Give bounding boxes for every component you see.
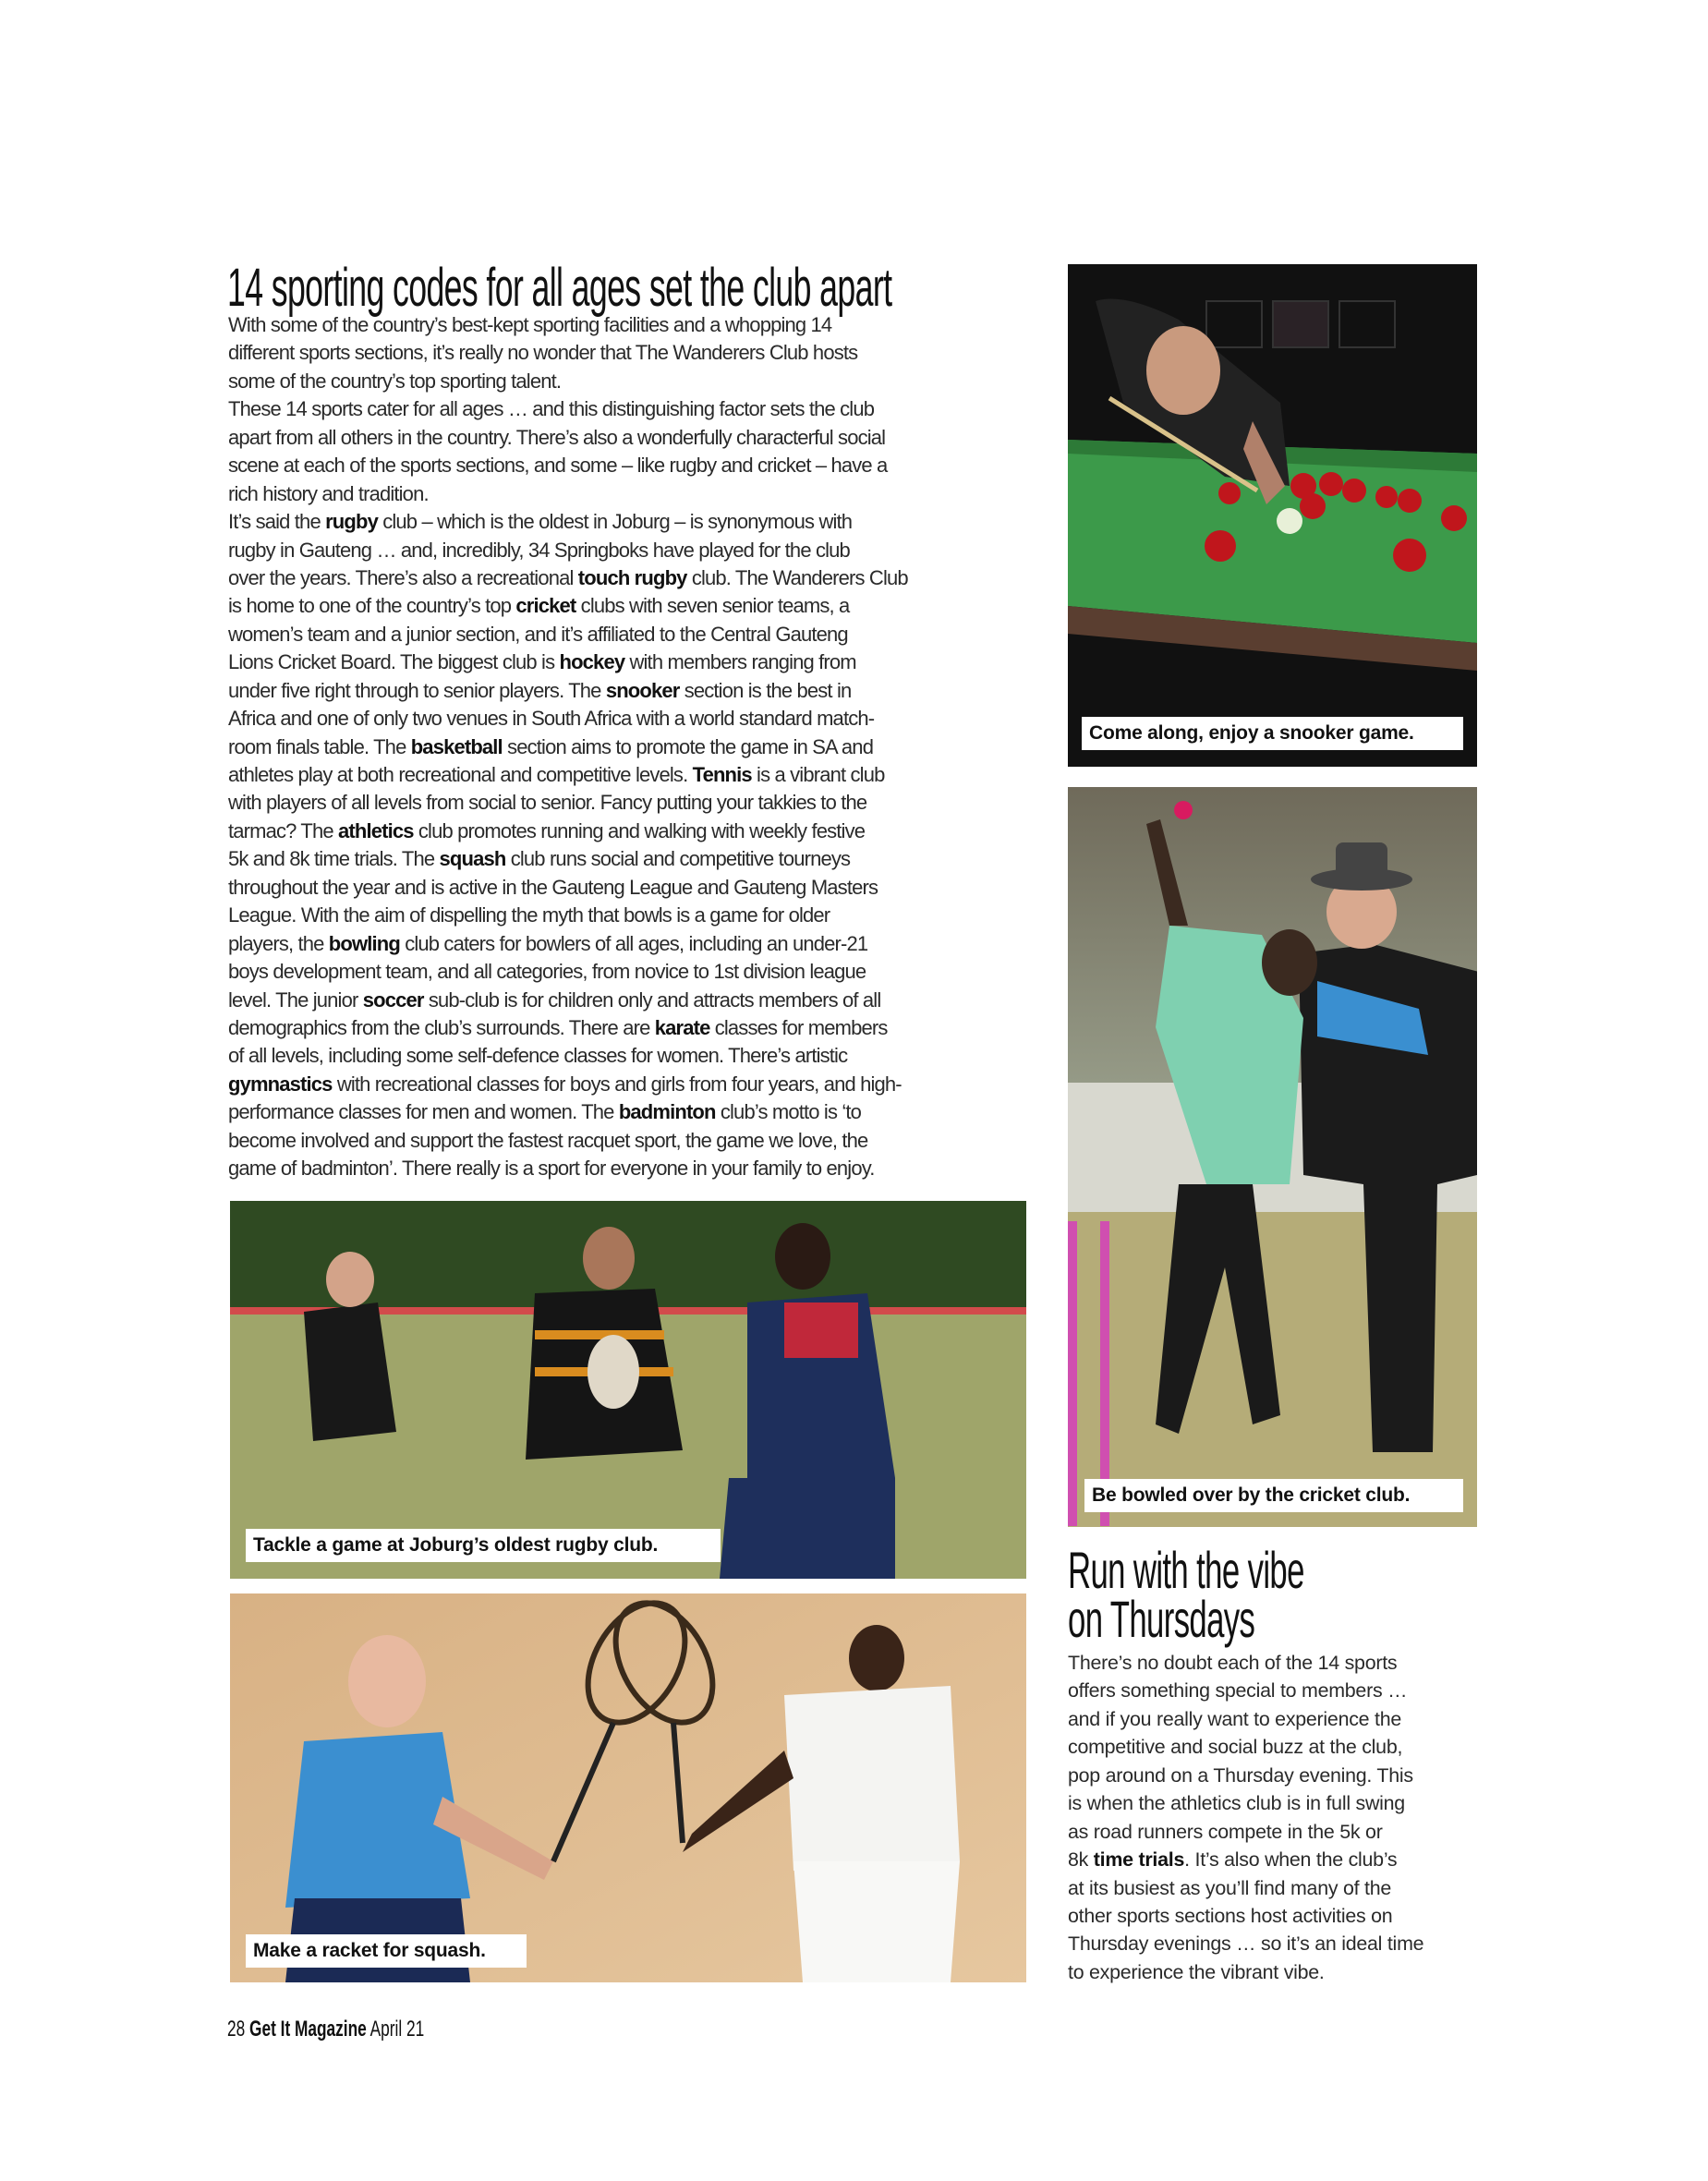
text-line (228, 1127, 1060, 1155)
sidebar-title-line-2: on Thursdays (1068, 1590, 1255, 1648)
magazine-name: Get It Magazine (249, 2017, 367, 2042)
text-run: competitive and social buzz at the club, (1068, 1736, 1403, 1759)
text-run: to experience the vibrant vibe. (1068, 1960, 1325, 1983)
rugby-photo (230, 1201, 1026, 1579)
text-run: sub-club is for children only and attracts members of all (423, 988, 881, 1012)
text-line (228, 987, 1060, 1014)
text-run: become involved and support the fastest racquet sport, the game we love, the (228, 1128, 868, 1152)
text-run: as road runners compete in the 5k or (1068, 1820, 1383, 1843)
bold-keyword: basketball (410, 734, 503, 758)
page-footer (227, 2017, 424, 2042)
article-title: 14 sporting codes for all ages set the club apart (227, 258, 892, 318)
cricket-caption: Be bowled over by the cricket club. (1084, 1479, 1463, 1512)
text-line (228, 564, 1060, 592)
text-run: There’s no doubt each of the 14 sports (1068, 1652, 1398, 1674)
text-line (1068, 1789, 1502, 1817)
text-run: clubs with seven senior teams, a (575, 594, 850, 618)
snooker-caption: Come along, enjoy a snooker game. (1082, 717, 1463, 750)
text-run: Africa and one of only two venues in South Africa with a world standard match- (228, 707, 875, 731)
snooker-photo (1068, 264, 1477, 767)
bold-keyword: karate (654, 1015, 710, 1039)
text-run: players, the (228, 931, 329, 955)
issue-date: April 21 (369, 2017, 425, 2042)
text-run: under five right through to senior players. The (228, 678, 606, 702)
text-run: rugby in Gauteng … and, incredibly, 34 Springboks have played for the club (228, 538, 850, 562)
text-line (228, 930, 1060, 958)
text-line (228, 311, 1060, 339)
text-line (1068, 1677, 1502, 1704)
bold-keyword: squash (439, 847, 506, 871)
text-run: is home to one of the country’s top (228, 594, 516, 618)
article-body (228, 311, 1060, 1183)
text-line (228, 1014, 1060, 1042)
text-line (228, 480, 1060, 508)
bold-keyword: gymnastics (228, 1072, 333, 1096)
text-line (1068, 1846, 1502, 1873)
text-run: throughout the year and is active in the Gauteng League and Gauteng Masters (228, 875, 878, 899)
text-line (228, 1042, 1060, 1070)
text-run: room finals table. The (228, 734, 411, 758)
text-run: pop around on a Thursday evening. This (1068, 1763, 1413, 1787)
squash-photo (230, 1593, 1026, 1982)
text-run: Thursday evenings … so it’s an ideal time (1068, 1933, 1424, 1956)
text-line (228, 733, 1060, 761)
text-run: section aims to promote the game in SA and (502, 734, 874, 758)
text-run: with recreational classes for boys and girls from four years, and high- (332, 1072, 902, 1096)
text-run: different sports sections, it’s really no wonder that The Wanderers Club hosts (228, 341, 858, 365)
sidebar-title (1068, 1541, 1304, 1648)
text-line (228, 705, 1060, 733)
text-run: tarmac? The (228, 818, 339, 842)
text-run: . It’s also when the club’s (1184, 1848, 1398, 1872)
text-run: club’s motto is ‘to (715, 1100, 862, 1124)
text-line (228, 395, 1060, 423)
text-run: With some of the country’s best-kept sporting facilities and a whopping 14 (228, 313, 832, 336)
bold-keyword: time trials (1093, 1848, 1185, 1872)
text-run: athletes play at both recreational and competitive levels. (228, 763, 693, 786)
text-line (228, 958, 1060, 986)
text-run: 5k and 8k time trials. The (228, 847, 440, 871)
text-line (1068, 1705, 1502, 1733)
text-line (1068, 1902, 1502, 1930)
text-line (228, 648, 1060, 676)
sidebar-body (1068, 1649, 1502, 1986)
text-line (1068, 1818, 1502, 1846)
text-run: section is the best in (679, 678, 852, 702)
text-run: with members ranging from (624, 650, 856, 674)
text-line (1068, 1930, 1502, 1957)
text-run: It’s said the (228, 510, 326, 534)
text-line (228, 818, 1060, 845)
text-line (228, 339, 1060, 367)
text-line (228, 508, 1060, 536)
text-line (1068, 1958, 1502, 1986)
text-line (228, 902, 1060, 929)
text-line (228, 761, 1060, 789)
text-run: game of badminton’. There really is a sport for everyone in your family to enjoy. (228, 1157, 875, 1181)
text-run: scene at each of the sports sections, and some – like rugby and cricket – have a (228, 454, 888, 478)
text-run: performance classes for men and women. The (228, 1100, 619, 1124)
text-run: offers something special to members … (1068, 1679, 1408, 1702)
text-run: club runs social and competitive tourneys (505, 847, 851, 871)
text-run: over the years. There’s also a recreational (228, 565, 578, 589)
text-line (228, 1098, 1060, 1126)
text-line (228, 537, 1060, 564)
text-line (228, 592, 1060, 620)
text-run: club promotes running and walking with weekly festive (413, 818, 866, 842)
text-run: 8k (1068, 1848, 1094, 1872)
text-run: apart from all others in the country. There’s also a wonderfully characterful social (228, 425, 886, 449)
text-line (228, 874, 1060, 902)
bold-keyword: soccer (362, 988, 424, 1012)
bold-keyword: rugby (325, 510, 378, 534)
rugby-caption: Tackle a game at Joburg’s oldest rugby club. (246, 1529, 721, 1562)
bold-keyword: athletics (338, 818, 414, 842)
text-run: demographics from the club’s surrounds. There are (228, 1015, 655, 1039)
text-run: These 14 sports cater for all ages … and this distinguishing factor sets the club (228, 397, 875, 421)
text-run: Lions Cricket Board. The biggest club is (228, 650, 560, 674)
text-run: of all levels, including some self-defence classes for women. There’s artistic (228, 1044, 848, 1068)
bold-keyword: touch rugby (577, 565, 687, 589)
text-run: is a vibrant club (751, 763, 885, 786)
sidebar-title-line-1: Run with the vibe (1068, 1541, 1304, 1599)
text-run: club. The Wanderers Club (686, 565, 908, 589)
text-line (1068, 1649, 1502, 1677)
bold-keyword: cricket (515, 594, 576, 618)
text-run: at its busiest as you’ll find many of the (1068, 1876, 1392, 1899)
text-run: classes for members (709, 1015, 888, 1039)
text-line (228, 424, 1060, 452)
text-run: women’s team and a junior section, and it’s affiliated to the Central Gauteng (228, 622, 848, 646)
text-line (228, 621, 1060, 648)
text-line (228, 677, 1060, 705)
text-run: some of the country’s top sporting talent. (228, 369, 562, 393)
bold-keyword: badminton (618, 1100, 716, 1124)
text-run: boys development team, and all categories, from novice to 1st division league (228, 960, 866, 984)
text-line (228, 789, 1060, 817)
bold-keyword: Tennis (692, 763, 752, 786)
page-number: 28 (227, 2017, 246, 2042)
text-run: other sports sections host activities on (1068, 1904, 1393, 1927)
text-run: and if you really want to experience the (1068, 1707, 1401, 1730)
text-line (228, 452, 1060, 479)
text-run: club – which is the oldest in Joburg – is synonymous with (377, 510, 853, 534)
text-run: League. With the aim of dispelling the myth that bowls is a game for older (228, 903, 830, 927)
bold-keyword: bowling (328, 931, 400, 955)
text-line (228, 368, 1060, 395)
text-line (228, 1071, 1060, 1098)
squash-caption: Make a racket for squash. (246, 1934, 527, 1968)
cricket-photo (1068, 787, 1477, 1527)
text-run: level. The junior (228, 988, 363, 1012)
text-line (1068, 1874, 1502, 1902)
text-run: is when the athletics club is in full swing (1068, 1792, 1405, 1815)
text-line (1068, 1733, 1502, 1761)
text-line (228, 1155, 1060, 1182)
bold-keyword: snooker (605, 678, 680, 702)
text-line (1068, 1762, 1502, 1789)
text-run: with players of all levels from social to senior. Fancy putting your takkies to the (228, 791, 867, 815)
bold-keyword: hockey (559, 650, 625, 674)
text-line (228, 845, 1060, 873)
text-run: rich history and tradition. (228, 481, 429, 505)
text-run: club caters for bowlers of all ages, including an under-21 (399, 931, 868, 955)
